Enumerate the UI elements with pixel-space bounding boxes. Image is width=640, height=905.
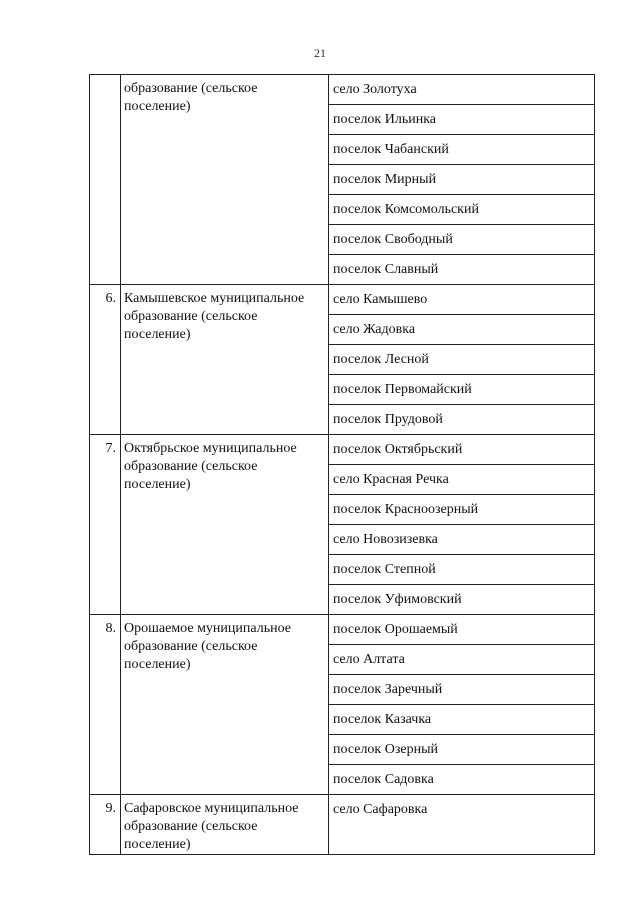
locality-cell: село Красная Речка — [329, 465, 595, 495]
municipality-name: Орошаемое муниципальное образование (сельское поселение) — [121, 615, 329, 795]
row-number: 7. — [90, 435, 121, 615]
table-row — [90, 615, 595, 645]
locality-cell: поселок Казачка — [329, 705, 595, 735]
locality-cell: село Жадовка — [329, 315, 595, 345]
table-row — [90, 75, 595, 105]
page-number: 21 — [314, 46, 326, 60]
locality-cell: поселок Озерный — [329, 735, 595, 765]
locality-cell: поселок Свободный — [329, 225, 595, 255]
locality-cell: поселок Уфимовский — [329, 585, 595, 615]
locality-cell: поселок Комсомольский — [329, 195, 595, 225]
table-row — [90, 795, 595, 855]
locality-cell: поселок Мирный — [329, 165, 595, 195]
locality-cell: поселок Первомайский — [329, 375, 595, 405]
locality-cell: поселок Чабанский — [329, 135, 595, 165]
locality-cell: село Сафаровка — [329, 795, 595, 855]
locality-cell: поселок Прудовой — [329, 405, 595, 435]
locality-cell: поселок Лесной — [329, 345, 595, 375]
locality-cell: село Камышево — [329, 285, 595, 315]
settlements-table — [89, 74, 595, 855]
locality-cell: поселок Красноозерный — [329, 495, 595, 525]
municipality-name: Сафаровское муниципальное образование (сельское поселение) — [121, 795, 329, 855]
locality-cell: село Золотуха — [329, 75, 595, 105]
row-number: 8. — [90, 615, 121, 795]
municipality-name: Октябрьское муниципальное образование (сельское поселение) — [121, 435, 329, 615]
municipality-name: образование (сельское поселение) — [121, 75, 329, 285]
locality-cell: поселок Степной — [329, 555, 595, 585]
locality-cell: село Новозизевка — [329, 525, 595, 555]
locality-cell: поселок Ильинка — [329, 105, 595, 135]
locality-cell: поселок Заречный — [329, 675, 595, 705]
municipality-name: Камышевское муниципальное образование (сельское поселение) — [121, 285, 329, 435]
locality-cell: поселок Октябрьский — [329, 435, 595, 465]
locality-cell: поселок Славный — [329, 255, 595, 285]
row-number: 9. — [90, 795, 121, 855]
row-number — [90, 75, 121, 285]
locality-cell: поселок Орошаемый — [329, 615, 595, 645]
table-body — [90, 75, 595, 855]
locality-cell: село Алтата — [329, 645, 595, 675]
locality-cell: поселок Садовка — [329, 765, 595, 795]
table-row — [90, 285, 595, 315]
row-number: 6. — [90, 285, 121, 435]
table-row — [90, 435, 595, 465]
